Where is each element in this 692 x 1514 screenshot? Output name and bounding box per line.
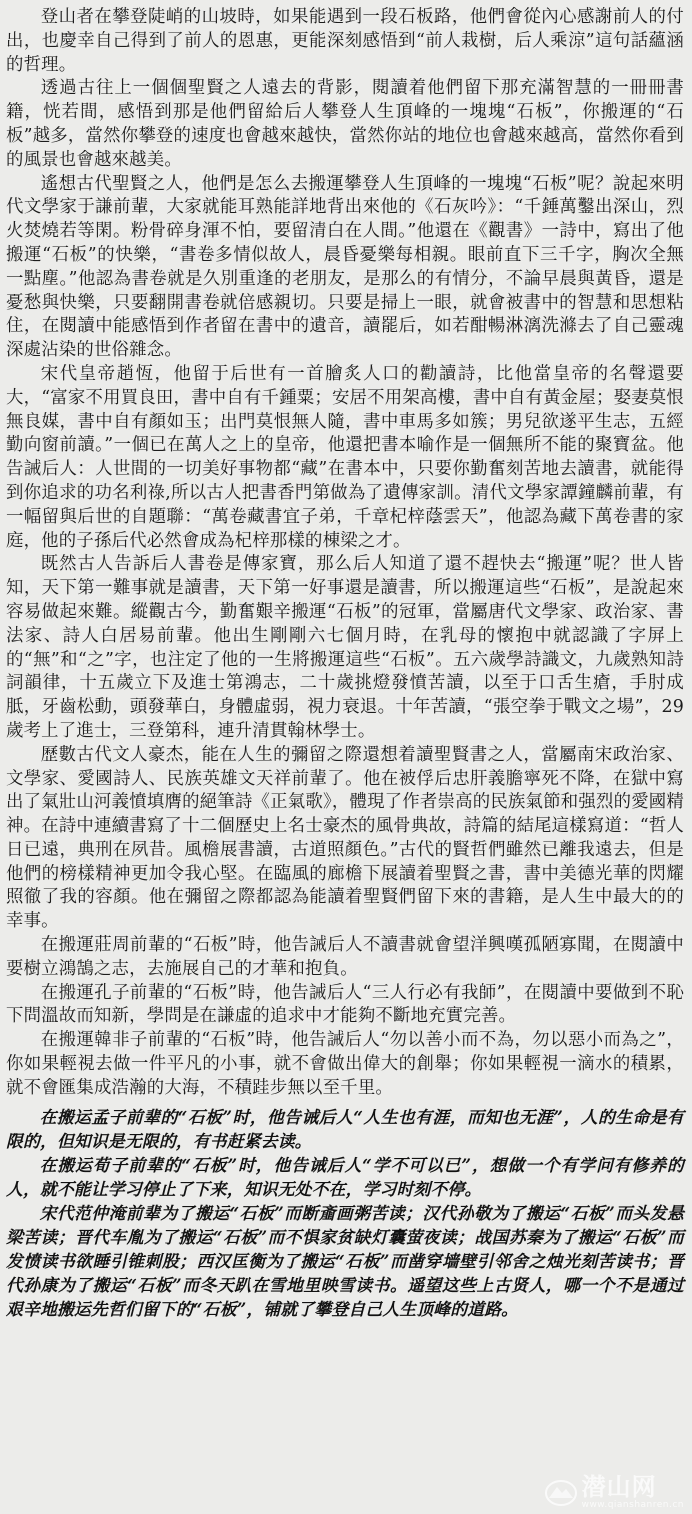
paragraph-stone-road: 登山者在攀登陡峭的山坡時，如果能遇到一段石板路，他們會從內心感謝前人的付出，也慶幸自己得到了前人的恩惠，更能深刻感悟到“前人栽樹，后人乘涼”這句話蘊涵的哲理。 xyxy=(6,7,684,75)
mountain-logo-icon xyxy=(544,1477,578,1507)
paragraph-mencius: 在搬运孟子前辈的“石板”时，他告诫后人“人生也有涯，而知也无涯”，人的生命是有限的，但知识是无限的，有书赶紧去读。 xyxy=(6,1106,684,1151)
paragraph-wen-tianxiang: 歷數古代文人豪杰，能在人生的彌留之際還想着讀聖賢書之人，當屬南宋政治家、文學家、愛國詩人、民族英雄文天祥前輩了。他在被俘后忠肝義膽寧死不降，在獄中寫出了氣壯山河義憤填膺的絕筆詩《正氣歌》，體現了作者崇高的民族氣節和强烈的愛國精神。在詩中連續書寫了十二個歷史上名士豪杰的風骨典故，詩篇的結尾這樣寫道：“哲人日已遠，典刑在夙昔。風檐展書讀，古道照顏色。”古代的賢哲們雖然已離我遠去，但是他們的榜樣精神更加令我心堅。在臨風的廊檐下展讀着聖賢之書，書中美德光華的閃耀照徹了我的容顏。他在彌留之際都認為能讀着聖賢們留下來的書籍，是人生中最大的的幸事。 xyxy=(6,744,684,932)
paragraph-bai-juyi: 既然古人告訴后人書卷是傳家寶，那么后人知道了還不趕快去“搬運”呢？世人皆知，天下第一難事就是讀書，天下第一好事還是讀書，所以搬運這些“石板”，是說起來容易做起來難。縱觀古今，勤奮艱辛搬運“石板”的冠軍，當屬唐代文學家、政治家、書法家、詩人白居易前輩。他出生剛剛六七個月時，在乳母的懷抱中就認識了字屏上的“無”和“之”字，也注定了他的一生將搬運這些“石板”。五六歲學詩識文，九歲熟知詩詞韻律，十五歲立下及進士第鴻志，二十歲挑燈發憤苦讀，以至于口舌生瘡，手肘成胝，牙齒松動，頭發華白，身體虛弱，視力衰退。十年苦讀，“張空拳于戰文之場”，29歲考上了進士，三登第科，連升清貫翰林學士。 xyxy=(6,554,684,741)
paragraph-xunzi: 在搬运荀子前辈的“石板”时，他告诫后人“学不可以已”，想做一个有学问有修养的人，就不能让学习停止了下来，知识无处不在，学习时刻不停。 xyxy=(6,1154,684,1199)
watermark-title: 潜山网 xyxy=(581,1473,657,1501)
article-body xyxy=(6,6,684,1321)
paragraph-sages-books: 透過古往上一個個聖賢之人遠去的背影，閱讀着他們留下那充滿智慧的一冊冊書籍，恍若間，感悟到那是他們留給后人攀登人生頂峰的一塊塊“石板”，你搬運的“石板”越多，當然你攀登的速度也會越來越快，當然你站的地位也會越來越高，當然你看到的風景也會越來越美。 xyxy=(6,78,684,170)
paragraph-han-feizi: 在搬運韓非子前輩的“石板”時，他告誡后人“勿以善小而不為，勿以惡小而為之”，你如果輕視去做一件平凡的小事，就不會做出偉大的創舉；你如果輕視一滴水的積累，就不會匯集成浩瀚的大海，不積跬步無以至千里。 xyxy=(6,1030,684,1098)
paragraph-zhao-heng: 宋代皇帝趙恆，他留于后世有一首膾炙人口的勸讀詩，比他當皇帝的名聲還要大，“富家不用買良田，書中自有千鍾粟；安居不用架高樓，書中自有黃金屋；娶妻莫恨無良媒，書中自有顏如玉；出門莫恨無人隨，書中車馬多如簇；男兒欲遂平生志，五經勤向窗前讀。”一個已在萬人之上的皇帝，他還把書本喻作是一個無所不能的聚寶盆。他告誡后人：人世間的一切美好事物都“藏”在書本中，只要你勤奮刻苦地去讀書，就能得到你追求的功名利祿,所以古人把書香門第做為了遺傳家訓。清代文學家譚鐘麟前輩，有一幅留與后世的自題聯：“萬卷藏書宜子弟，千章杞梓蔭雲天”，他認為藏下萬卷書的家庭，他的子孫后代必然會成為杞梓那樣的棟梁之才。 xyxy=(6,363,684,551)
watermark-url: www.qianshanren.cn xyxy=(581,1500,684,1510)
paragraph-yu-qian: 遙想古代聖賢之人，他們是怎么去搬運攀登人生頂峰的一塊塊“石板”呢？說起來明代文學家于謙前輩，大家就能耳熟能詳地背出來他的《石灰吟》：“千錘萬鑿出深山，烈火焚燒若等閑。粉骨碎身渾不怕，要留清白在人間。”他還在《觀書》一詩中，寫出了他搬運“石板”的快樂，“書卷多情似故人，晨昏憂樂每相親。眼前直下三千字，胸次全無一點塵。”他認為書卷就是久別重逢的老朋友，是那么的有情分，不論早晨與黃昏，還是憂愁與快樂，只要翻開書卷就倍感親切。只要是掃上一眼，就會被書中的智慧和思想粘住，在閱讀中能感悟到作者留在書中的遺音，讀罷后，如若酣暢淋漓洗滌去了自己靈魂深處沾染的世俗雜念。 xyxy=(6,173,684,361)
paragraph-zhuang-zhou: 在搬運莊周前輩的“石板”時，他告誡后人不讀書就會望洋興嘆孤陋寡聞，在閱讀中要樹立鴻鵠之志，去施展自己的才華和抱負。 xyxy=(6,935,684,979)
paragraph-ancient-scholars: 宋代范仲淹前辈为了搬运“石板”而断齑画粥苦读；汉代孙敬为了搬运“石板”而头发悬梁苦读；晋代车胤为了搬运“石板”而不惧家贫缺灯囊萤夜读；战国苏秦为了搬运“石板”而发愤读书欲睡引锥刺股；西汉匡衡为了搬运“石板”而凿穿墙壁引邻舍之烛光刻苦读书；晋代孙康为了搬运“石板”而冬天趴在雪地里映雪读书。遥望这些上古贤人，哪一个不是通过艰辛地搬运先哲们留下的“石板”，铺就了攀登自己人生顶峰的道路。 xyxy=(6,1202,684,1319)
site-watermark xyxy=(544,1474,684,1510)
paragraph-confucius: 在搬運孔子前輩的“石板”時，他告誡后人“三人行必有我師”，在閱讀中要做到不恥下問溫故而知新，學問是在謙虛的追求中才能夠不斷地充實完善。 xyxy=(6,982,684,1027)
